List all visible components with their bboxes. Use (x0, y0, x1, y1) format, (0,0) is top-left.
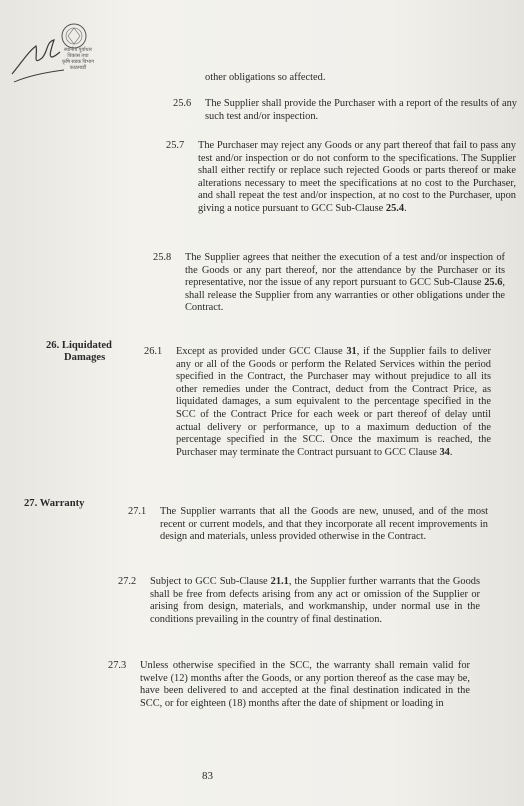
clause-text: Except as provided under GCC Clause (176, 346, 347, 357)
clause-text: The Purchaser may reject any Goods or any part thereof that fail to pass any test and/or inspection or do not conform to the specifications. The Supplier shall either rectify or replace such rejected Goods or parts thereof or make alterations necessary to meet the specifications at no cost to the Purchaser, and shall repeat the test and/or inspection, at no cost to the Purchaser, upon giving a notice pursuant to GCC Sub-Clause (198, 140, 516, 214)
clause-text: The Supplier shall provide the Purchaser with a report of the results of any such test and/or inspection. (205, 98, 517, 122)
page-number: 83 (202, 770, 213, 782)
clause-26-1 (144, 346, 491, 459)
clause-text: . (449, 446, 453, 458)
clause-reference: 34 (439, 446, 450, 458)
clause-text: , the Supplier further warrants that the Goods shall be free from defects arising from any act or omission of the Supplier or arising from design, materials, and workmanship, under normal use in the conditions prevailing in the country of final destination. (150, 576, 481, 625)
heading-number: 26. (46, 340, 60, 351)
clause-reference: 25.6 (484, 277, 503, 289)
clause-number: 27.1 (128, 506, 147, 517)
clause-reference: 31 (346, 346, 357, 357)
heading-title: Warranty (39, 498, 85, 509)
clause-number: 25.7 (166, 140, 185, 151)
clause-number: 27.2 (118, 576, 137, 587)
heading-title: Liquidated (61, 340, 112, 351)
clause-text: The Supplier agrees that neither the execution of a test and/or inspection of the Goods or any part thereof, nor the attendance by the Purchaser or its representative, nor the issue of any report pursuant to GCC Sub-Clause (185, 252, 505, 289)
clause-27-2 (118, 576, 481, 626)
clause-text: Subject to GCC Sub-Clause (150, 576, 271, 587)
clause-number: 26.1 (144, 346, 163, 357)
clause-27-1 (128, 506, 488, 544)
seal-text (48, 48, 108, 72)
section-heading-26 (46, 340, 112, 364)
clause-27-3 (108, 660, 470, 710)
clause-reference: 25.4 (385, 202, 405, 214)
clause-reference: 21.1 (270, 576, 289, 587)
heading-number: 27. (24, 498, 38, 509)
section-heading-27 (24, 498, 84, 510)
clause-25-8 (153, 252, 505, 315)
clause-text: , if the Supplier fails to deliver any or all of the Goods or perform the Related Services within the period specified in the Contract, the Purchaser may without prejudice to all its other remedies under the Contract, deduct from the Contract Price, as liquidated damages, a sum equivalent to the percentage specified in the SCC of the Contract Price for each week or part thereof of delay until actual delivery or performance, up to a maximum deduction of the percentage specified in the SCC. Once the maximum is reached, the Purchaser may terminate the Contract pursuant to GCC Clause (176, 346, 491, 458)
continuation-text (205, 72, 405, 85)
clause-25-7 (166, 140, 516, 216)
heading-title: Damages (64, 352, 106, 363)
clause-text: . (404, 202, 407, 214)
seal-line: स्थानीय पूर्वाधार (64, 48, 92, 53)
clause-number: 25.8 (153, 252, 172, 263)
clause-number: 25.6 (173, 98, 192, 109)
seal-line: कृषि सडक विभाग (61, 60, 95, 65)
clause-25-6 (173, 98, 517, 123)
seal-line: विकास तथा (67, 54, 89, 59)
clause-text: The Supplier warrants that all the Goods are new, unused, and of the most recent or current models, and that they incorporate all recent improvements in design and materials, unless provided otherwise in the Contract. (160, 506, 488, 543)
paragraph-text: other obligations so affected. (205, 72, 326, 83)
clause-text: , shall release the Supplier from any warranties or other obligations under the Contract. (185, 277, 505, 314)
seal-line: काठमाडौं (69, 66, 87, 71)
clause-text: Unless otherwise specified in the SCC, the warranty shall remain valid for twelve (12) months after the Goods, or any portion thereof as the case may be, have been delivered to and accepted at the final destination indicated in the SCC, or for eighteen (18) months after the date of shipment or loading in (140, 660, 470, 709)
clause-number: 27.3 (108, 660, 127, 671)
